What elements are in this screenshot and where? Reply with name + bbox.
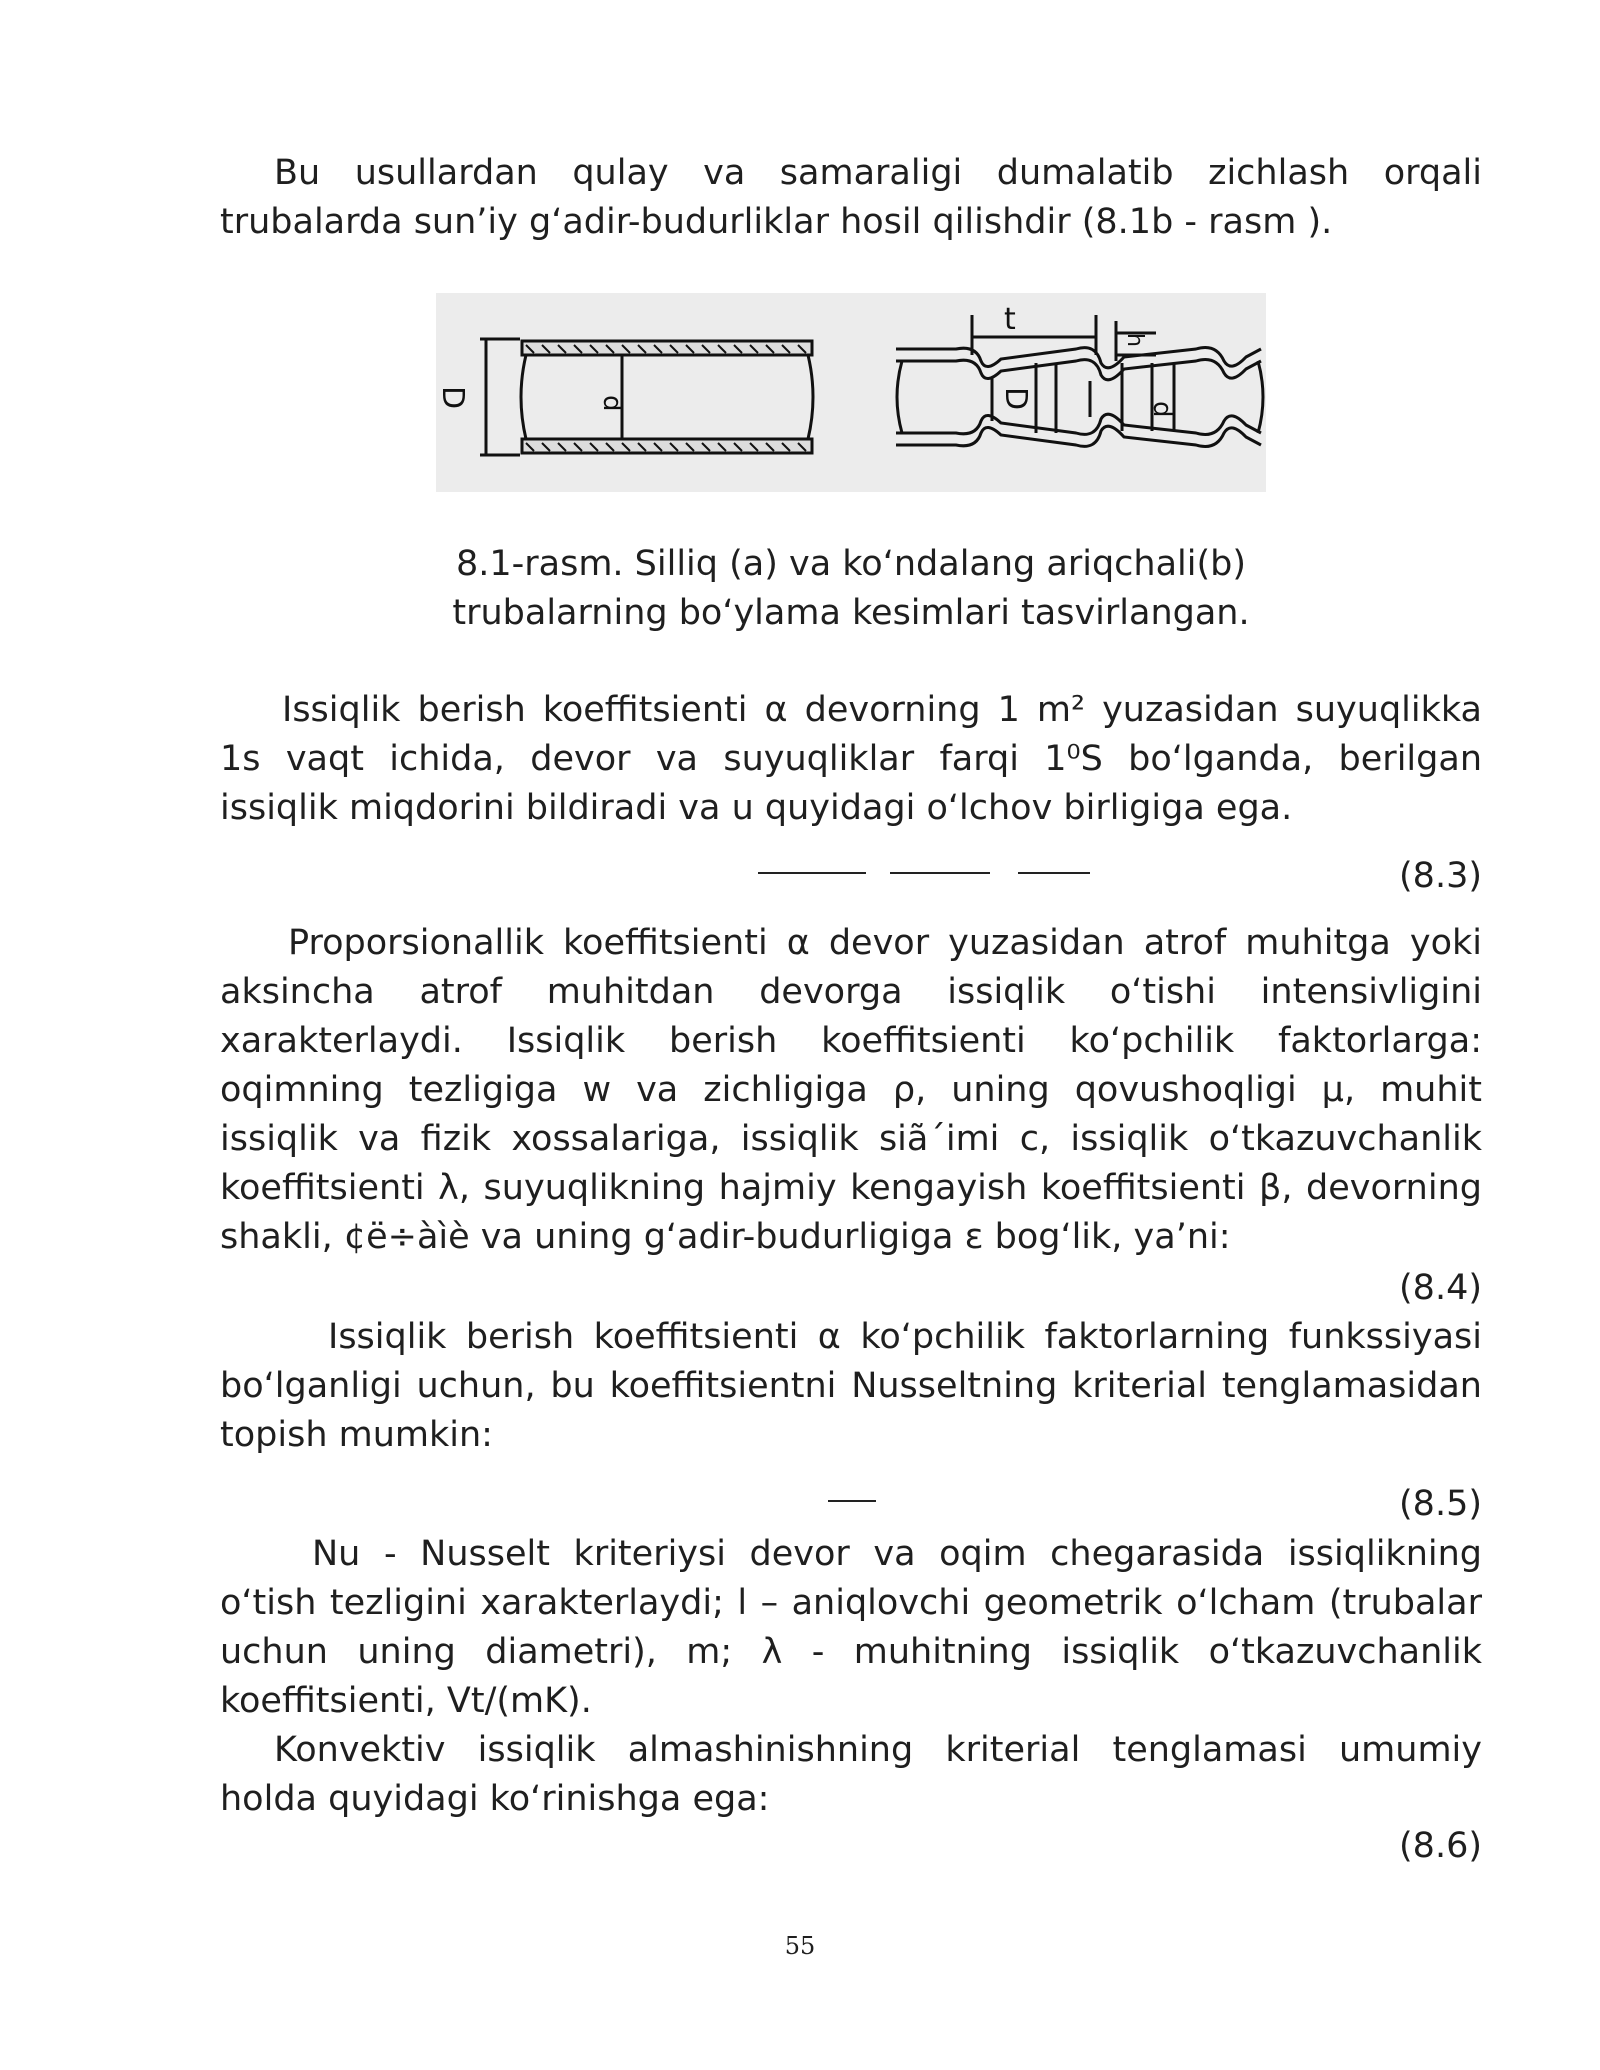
equation-number-8-3: (8.3) bbox=[1399, 856, 1482, 896]
diameter-D-label: D bbox=[436, 386, 470, 410]
paragraph-nusselt-definition: Nu - Nusselt kriteriysi devor va oqim chegarasida issiqlikning o‘tish tezligini xarakterlaydi; l – aniqlovchi geometrik o‘lcham (trubalar uchun uning diametri), m; λ - muhitning issiqlik o‘tkazuvchanlik koeffitsienti, Vt/(mK). bbox=[220, 1534, 1482, 1721]
corrugated-diameter-D-label: D bbox=[998, 387, 1033, 411]
figure-caption-line-2: trubalarning bo‘ylama kesimlari tasvirlangan. bbox=[452, 593, 1250, 633]
paragraph-nusselt-intro: Issiqlik berish koeffitsienti α ko‘pchilik faktorlarning funkssiyasi bo‘lganligi uchun, bu koeffitsientni Nusseltning kriterial tenglamasidan topish mumkin: bbox=[220, 1317, 1482, 1455]
paragraph-convective-equation: Konvektiv issiqlik almashinishning kriterial tenglamasi umumiy holda quyidagi ko‘rinishga ega: bbox=[220, 1730, 1482, 1819]
corrugated-diameter-d-label: d bbox=[1147, 401, 1177, 418]
pipe-diagram bbox=[436, 293, 1266, 492]
smooth-pipe bbox=[480, 339, 813, 455]
rib-height-h-label: h bbox=[1122, 333, 1147, 347]
equation-8-3-fraction-bar bbox=[758, 872, 866, 874]
equation-number-8-6: (8.6) bbox=[1399, 1826, 1482, 1866]
diameter-d-label: d bbox=[597, 395, 627, 412]
figure-8-1-pipe-sections bbox=[436, 293, 1266, 492]
pitch-t-label: t bbox=[1004, 302, 1016, 337]
figure-caption-line-1: 8.1-rasm. Silliq (a) va ko‘ndalang ariqchali(b) bbox=[455, 544, 1247, 584]
equation-8-3-fraction-bar bbox=[890, 872, 990, 874]
page-number: 55 bbox=[784, 1932, 816, 1960]
equation-number-8-4: (8.4) bbox=[1399, 1268, 1482, 1308]
corrugated-pipe bbox=[896, 315, 1263, 447]
equation-8-5-fraction-bar bbox=[828, 1500, 876, 1502]
equation-8-3-fraction-bar bbox=[1018, 872, 1090, 874]
paragraph-intro: Bu usullardan qulay va samaraligi dumalatib zichlash orqali trubalarda sun’iy g‘adir-budurliklar hosil qilishdir (8.1b - rasm ). bbox=[220, 153, 1482, 242]
paragraph-proportionality: Proporsionallik koeffitsienti α devor yuzasidan atrof muhitga yoki aksincha atrof muhitdan devorga issiqlik o‘tishi intensivligini xarakterlaydi. Issiqlik berish koeffitsienti ko‘pchilik faktorlarga: oqimning tezligiga w va zichligiga ρ, uning qovushoqligi μ, muhit issiqlik va fizik xossalariga, issiqlik siã΄imi c, issiqlik o‘tkazuvchanlik koeffitsienti λ, suyuqlikning hajmiy kengayish koeffitsienti β, devorning shakli, ¢ë÷àìè va uning g‘adir-budurligiga ε bog‘lik, ya’ni: bbox=[220, 923, 1482, 1257]
equation-number-8-5: (8.5) bbox=[1399, 1484, 1482, 1524]
paragraph-alpha-definition: Issiqlik berish koeffitsienti α devorning 1 m² yuzasidan suyuqlikka 1s vaqt ichida, devor va suyuqliklar farqi 1⁰S bo‘lganda, berilgan issiqlik miqdorini bildiradi va u quyidagi o‘lchov birligiga ega. bbox=[220, 690, 1482, 828]
